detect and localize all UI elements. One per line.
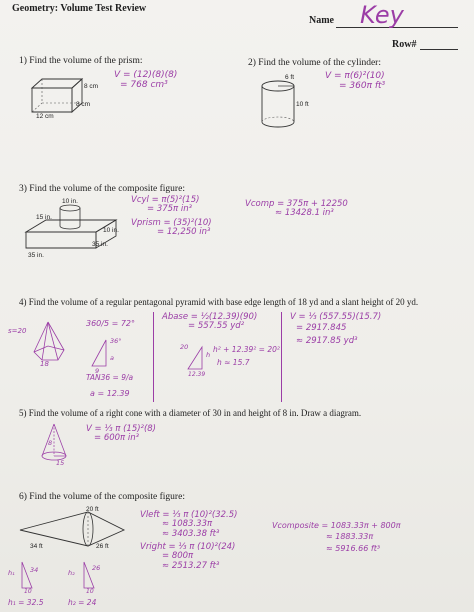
q3-dim-w: 35 in.	[92, 241, 108, 248]
q5-h-label: 8	[48, 439, 53, 447]
q2-cylinder-diagram	[258, 78, 308, 138]
name-value: Key	[360, 1, 404, 29]
q4-divider-1	[153, 312, 154, 402]
q4-edge-label: 18	[40, 360, 49, 368]
q6-dim-left: 34 ft	[30, 543, 43, 550]
q1-dim-h: 8 cm	[84, 83, 99, 90]
q3-dim-top: 10 in.	[62, 198, 78, 205]
q4-apothem-value: a = 12.39	[90, 389, 130, 398]
q6-dim-right: 26 ft	[96, 543, 109, 550]
q4-volume: V = ⅓ (557.55)(15.7) = 2917.845 ≈ 2917.85 yd³	[290, 312, 382, 346]
q1-prism-diagram	[28, 76, 108, 116]
q6-h2-value: h₂ = 24	[68, 598, 97, 607]
q6-work-right: Vcomposite = 1083.33π + 800π ≈ 1883.33π ≈ 5916.66 ft³	[272, 521, 401, 553]
q4-apothem-a: a	[110, 354, 114, 362]
q6-h2-label: h₂	[68, 569, 75, 577]
q2-work: V = π(6)²(10) = 360π ft³	[325, 71, 386, 91]
q4-h-label: h	[206, 351, 211, 359]
q2-prompt: 2) Find the volume of the cylinder:	[248, 58, 381, 68]
q5-r-label: 15	[56, 459, 65, 467]
q6-t2-side: 26	[92, 564, 101, 572]
q4-apothem-base: 12.39	[188, 371, 206, 378]
q3-prompt: 3) Find the volume of the composite figure:	[19, 184, 185, 194]
q4-pyramid-diagram	[30, 320, 70, 364]
q6-triangle-1	[18, 560, 48, 592]
q6-t1-base: 10	[24, 588, 32, 595]
q1-dim-l: 12 cm	[36, 113, 54, 120]
q3-dim-cyl-h: 15 in.	[36, 214, 52, 221]
q6-t1-side: 34	[30, 566, 39, 574]
q5-prompt: 5) Find the volume of a right cone with a diameter of 30 in and height of 8 in. Draw a diagram.	[19, 408, 362, 418]
q4-pythag: h² + 12.39² = 20²	[213, 345, 280, 354]
q3-dim-prism-h: 10 in.	[103, 227, 119, 234]
q2-dim-h: 10 ft	[296, 101, 309, 108]
page-title: Geometry: Volume Test Review	[12, 3, 147, 14]
q1-dim-w: 8 cm	[76, 101, 91, 108]
q6-h1-label: h₁	[8, 569, 15, 577]
q1-work: V = (12)(8)(8) = 768 cm³	[114, 70, 178, 90]
q3-dim-l: 35 in.	[28, 252, 44, 259]
q6-h1-value: h₁ = 32.5	[8, 598, 44, 607]
q4-h-value: h ≈ 15.7	[217, 358, 250, 367]
q4-tan-eq: TAN36 = 9/a	[86, 373, 134, 382]
q4-slant-label: s=20	[8, 327, 27, 335]
q4-divider-2	[281, 312, 282, 402]
q6-prompt: 6) Find the volume of the composite figure:	[19, 492, 185, 502]
q4-slant-20: 20	[180, 343, 189, 351]
q5-work: V = ⅓ π (15)²(8) = 600π in³	[86, 424, 156, 444]
q4-angle-calc: 360/5 = 72°	[86, 319, 136, 328]
q4-half-angle: 36°	[110, 337, 122, 345]
q6-work-mid: Vleft = ⅓ π (10)²(32.5) ≈ 1083.33π ≈ 3403.38 ft³ Vright = ⅓ π (10)²(24) = 800π ≈ 2513.27 ft³	[140, 510, 238, 571]
q6-dim-top: 20 ft	[86, 506, 99, 513]
q3-work-right: Vcomp = 375π + 12250 ≈ 13428.1 in³	[245, 199, 348, 219]
q6-t2-base: 10	[86, 588, 94, 595]
q4-half-edge: 9	[95, 367, 100, 375]
row-label: Row#	[392, 39, 417, 50]
q1-prompt: 1) Find the volume of the prism:	[19, 56, 143, 66]
q4-base-area: Abase = ½(12.39)(90) = 557.55 yd²	[162, 312, 258, 332]
q4-prompt: 4) Find the volume of a regular pentagonal pyramid with base edge length of 18 yd and a slant height of 20 yd.	[19, 297, 419, 307]
name-label: Name	[309, 15, 334, 26]
row-line	[420, 49, 458, 50]
q2-dim-d: 6 ft	[285, 74, 295, 81]
q3-work-left: Vcyl = π(5)²(15) = 375π in³ Vprism = (35)²(10) = 12,250 in³	[131, 195, 212, 238]
